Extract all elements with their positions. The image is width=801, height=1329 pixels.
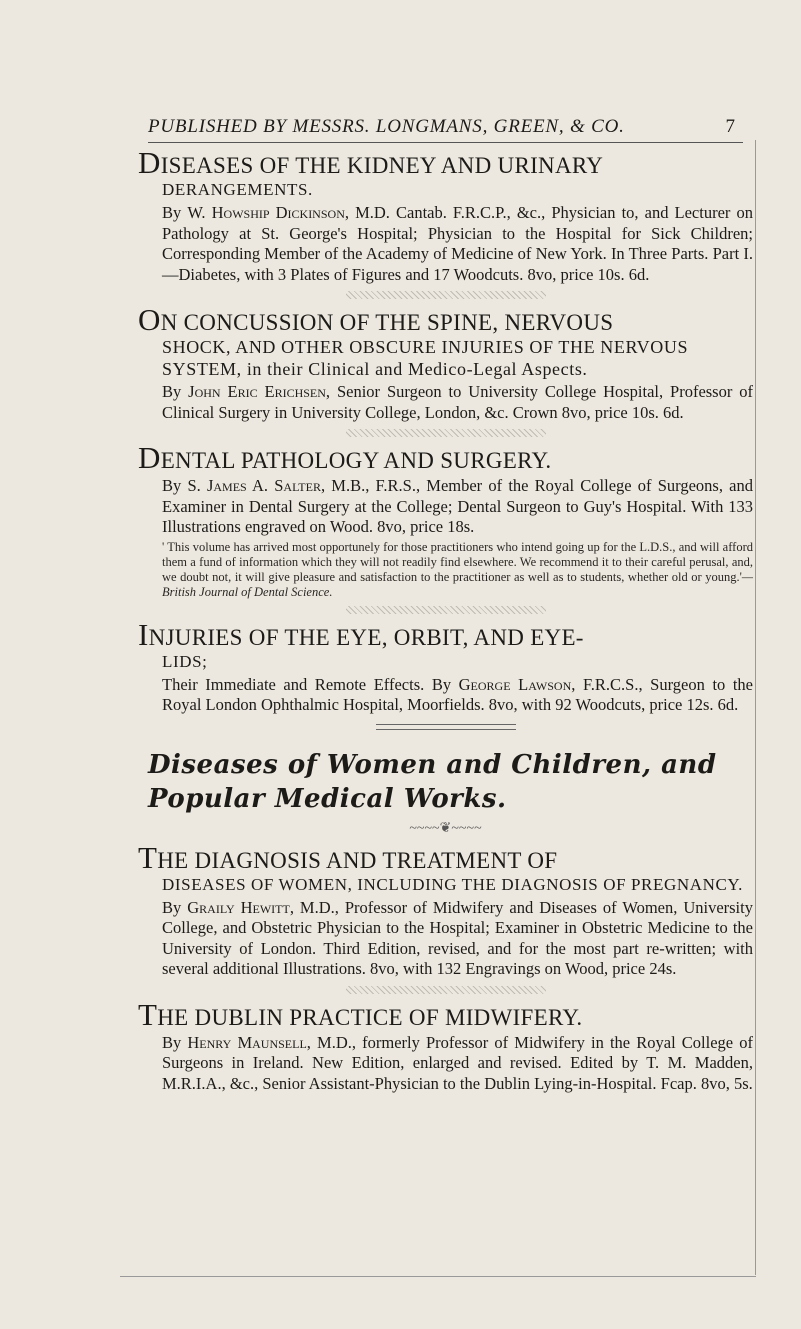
entry-subtitle: SHOCK, AND OTHER OBSCURE INJURIES OF THE NERVOUS SYSTEM, in their Clinical and Medico-Legal Aspects. <box>162 337 689 379</box>
entry-dublin-midwifery <box>138 996 753 1095</box>
running-header <box>148 116 743 143</box>
wavy-divider <box>346 429 546 437</box>
wavy-divider <box>346 606 546 614</box>
entry-dental <box>138 440 753 600</box>
author-name: Henry Maunsell <box>187 1032 307 1052</box>
content <box>138 145 754 1100</box>
wavy-divider <box>346 291 546 299</box>
entry-title: THE DIAGNOSIS AND TREATMENT OF <box>138 839 558 875</box>
entry-body: By John Eric Erichsen, Senior Surgeon to University College Hospital, Professor of Clinical Surgery in University College, London, &c. Crown 8vo, price 10s. 6d. <box>162 382 754 422</box>
section-heading: Diseases of Women and Children, and Popular Medical Works. <box>148 749 717 814</box>
author-name: George Lawson <box>458 674 572 694</box>
author-name: W. Howship Dickinson <box>187 203 345 222</box>
entry-subtitle: DERANGEMENTS. <box>162 180 313 199</box>
entry-subtitle: LIDS; <box>162 651 208 671</box>
entry-body: By Graily Hewitt, M.D., Professor of Midwifery and Diseases of Women, University College, and Obstetric Physician to the Hospital; Examiner in Obstetric Medicine to the University of London. Third Edition, revised, and for the most part re-written; with several additional Illustrations. 8vo, with 132 Engravings on Wood, price 24s. <box>162 897 753 978</box>
double-rule-divider <box>376 724 516 730</box>
entry-body: Their Immediate and Remote Effects. By George Lawson, F.R.C.S., Surgeon to the Royal London Ophthalmic Hospital, Moorfields. 8vo, with 92 Woodcuts, price 12s. 6d. <box>162 674 754 714</box>
ornament-divider: ~~~~❦~~~~ <box>409 820 482 836</box>
entry-eye <box>138 616 754 716</box>
author-name: Graily Hewitt <box>187 897 290 917</box>
page-number: 7 <box>725 116 735 137</box>
entry-title: THE DUBLIN PRACTICE OF MIDWIFERY. <box>138 996 583 1032</box>
quote-source: —British Journal of Dental Science. <box>162 569 753 599</box>
entry-kidney <box>138 145 753 285</box>
page-frame-bottom <box>120 1276 756 1277</box>
entry-title: DENTAL PATHOLOGY AND SURGERY. <box>138 440 552 475</box>
entry-concussion <box>138 302 754 423</box>
header-title: PUBLISHED BY MESSRS. LONGMANS, GREEN, & CO. <box>148 116 625 137</box>
author-name: James A. Salter <box>206 476 321 495</box>
entry-title: ON CONCUSSION OF THE SPINE, NERVOUS <box>138 302 614 337</box>
entry-title: INJURIES OF THE EYE, ORBIT, AND EYE- <box>138 616 584 652</box>
entry-body: By S. James A. Salter, M.B., F.R.S., Member of the Royal College of Surgeons, and Examiner in Dental Surgery at the College; Dental Surgeon to Guy's Hospital. With 133 Illustrations engraved on Wood. 8vo, price 18s. <box>162 476 753 536</box>
wavy-divider <box>346 986 546 994</box>
review-quote: ' This volume has arrived most opportunely for those practitioners who intend going up for the L.D.S., and will afford them a fund of information which they will not readily find elsewhere. We recommend it to their careful perusal, and, we doubt not, it will give pleasure and satisfaction to the practitioner as well as to students, whether old or young.'—British Journal of Dental Science. <box>162 539 753 599</box>
entry-body: By W. Howship Dickinson, M.D. Cantab. F.R.C.P., &c., Physician to, and Lecturer on Pathology at St. George's Hospital; Physician to the Hospital for Sick Children; Corresponding Member of the Academy of Medicine of New York. In Three Parts. Part I.—Diabetes, with 3 Plates of Figures and 17 Woodcuts. 8vo, price 10s. 6d. <box>162 203 753 284</box>
page-frame-right <box>755 140 756 1275</box>
entry-body: By Henry Maunsell, M.D., formerly Professor of Midwifery in the Royal College of Surgeons in Ireland. New Edition, enlarged and revised. Edited by T. M. Madden, M.R.I.A., &c., Senior Assistant-Physician to the Dublin Lying-in-Hospital. Fcap. 8vo, 5s. <box>162 1032 753 1093</box>
entry-subtitle: DISEASES OF WOMEN, INCLUDING THE DIAGNOSIS OF PREGNANCY. <box>162 874 743 894</box>
author-name: John Eric Erichsen <box>188 382 326 401</box>
entry-diseases-of-women <box>138 839 753 980</box>
entry-title: DISEASES OF THE KIDNEY AND URINARY <box>138 145 604 180</box>
